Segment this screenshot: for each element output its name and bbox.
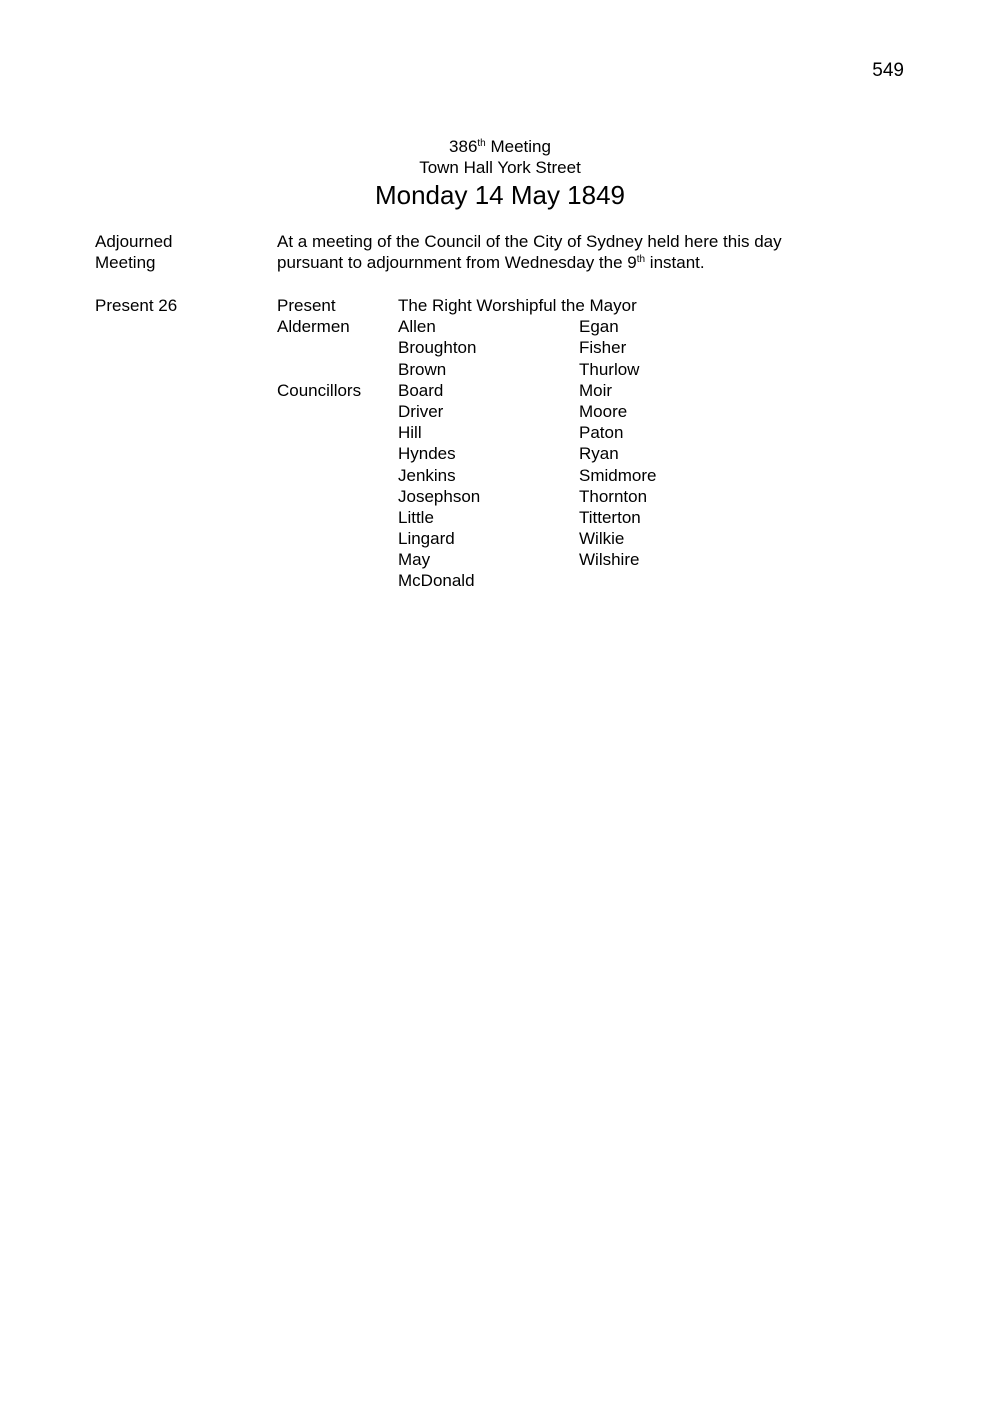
councillor-name: Thornton xyxy=(579,486,648,506)
meeting-number-line xyxy=(0,136,1000,157)
alderman-name: Broughton xyxy=(398,338,477,358)
councillor-name: Driver xyxy=(398,401,444,421)
paragraph-line: At a meeting of the Council of the City of Sydney held here this day xyxy=(277,232,782,251)
meeting-number-suffix: th xyxy=(477,138,486,149)
councillor-name: Wilshire xyxy=(579,550,640,570)
mayor-entry: The Right Worshipful the Mayor xyxy=(398,296,637,315)
margin-note-adjourned xyxy=(95,231,173,273)
alderman-name: Fisher xyxy=(579,338,627,358)
councillor-name: May xyxy=(398,550,431,570)
margin-note-present: Present 26 xyxy=(95,296,178,315)
meeting-date: Monday 14 May 1849 xyxy=(374,180,626,210)
alderman-name: Thurlow xyxy=(579,359,640,379)
councillor-name: Jenkins xyxy=(398,465,456,485)
councillor-name: Hyndes xyxy=(398,444,456,464)
councillor-name: Ryan xyxy=(579,444,619,464)
alderman-name: Brown xyxy=(398,359,447,379)
councillor-name: Hill xyxy=(398,423,422,443)
alderman-label: Aldermen xyxy=(277,317,350,337)
councillor-name: Wilkie xyxy=(579,529,625,549)
margin-note-line: Adjourned xyxy=(95,232,173,251)
councillor-name: Board xyxy=(398,380,444,400)
present-label: Present xyxy=(277,296,336,315)
meeting-word: Meeting xyxy=(485,137,551,156)
meeting-location: Town Hall York Street xyxy=(419,158,581,177)
councillor-label: Councillors xyxy=(277,380,362,400)
meeting-number: 386 xyxy=(449,137,478,156)
councillor-name: McDonald xyxy=(398,571,475,591)
adjournment-paragraph xyxy=(277,231,782,273)
page-number: 549 xyxy=(872,60,904,81)
paragraph-line xyxy=(277,252,782,273)
councillor-name: Titterton xyxy=(579,507,641,527)
margin-note-line: Meeting xyxy=(95,253,156,272)
councillor-name: Josephson xyxy=(398,486,481,506)
alderman-name: Egan xyxy=(579,317,619,337)
councillor-name: Smidmore xyxy=(579,465,657,485)
councillor-name: Paton xyxy=(579,423,624,443)
paragraph-line-text: pursuant to adjournment from Wednesday the 9 xyxy=(277,253,637,272)
councillor-name: Little xyxy=(398,507,434,527)
councillor-name: Lingard xyxy=(398,529,455,549)
councillor-name: Moir xyxy=(579,380,613,400)
date-suffix: th xyxy=(636,254,646,265)
councillor-name: Moore xyxy=(579,401,628,421)
paragraph-line-text: instant. xyxy=(645,253,705,272)
alderman-name: Allen xyxy=(398,317,436,337)
meeting-header xyxy=(0,136,1000,212)
